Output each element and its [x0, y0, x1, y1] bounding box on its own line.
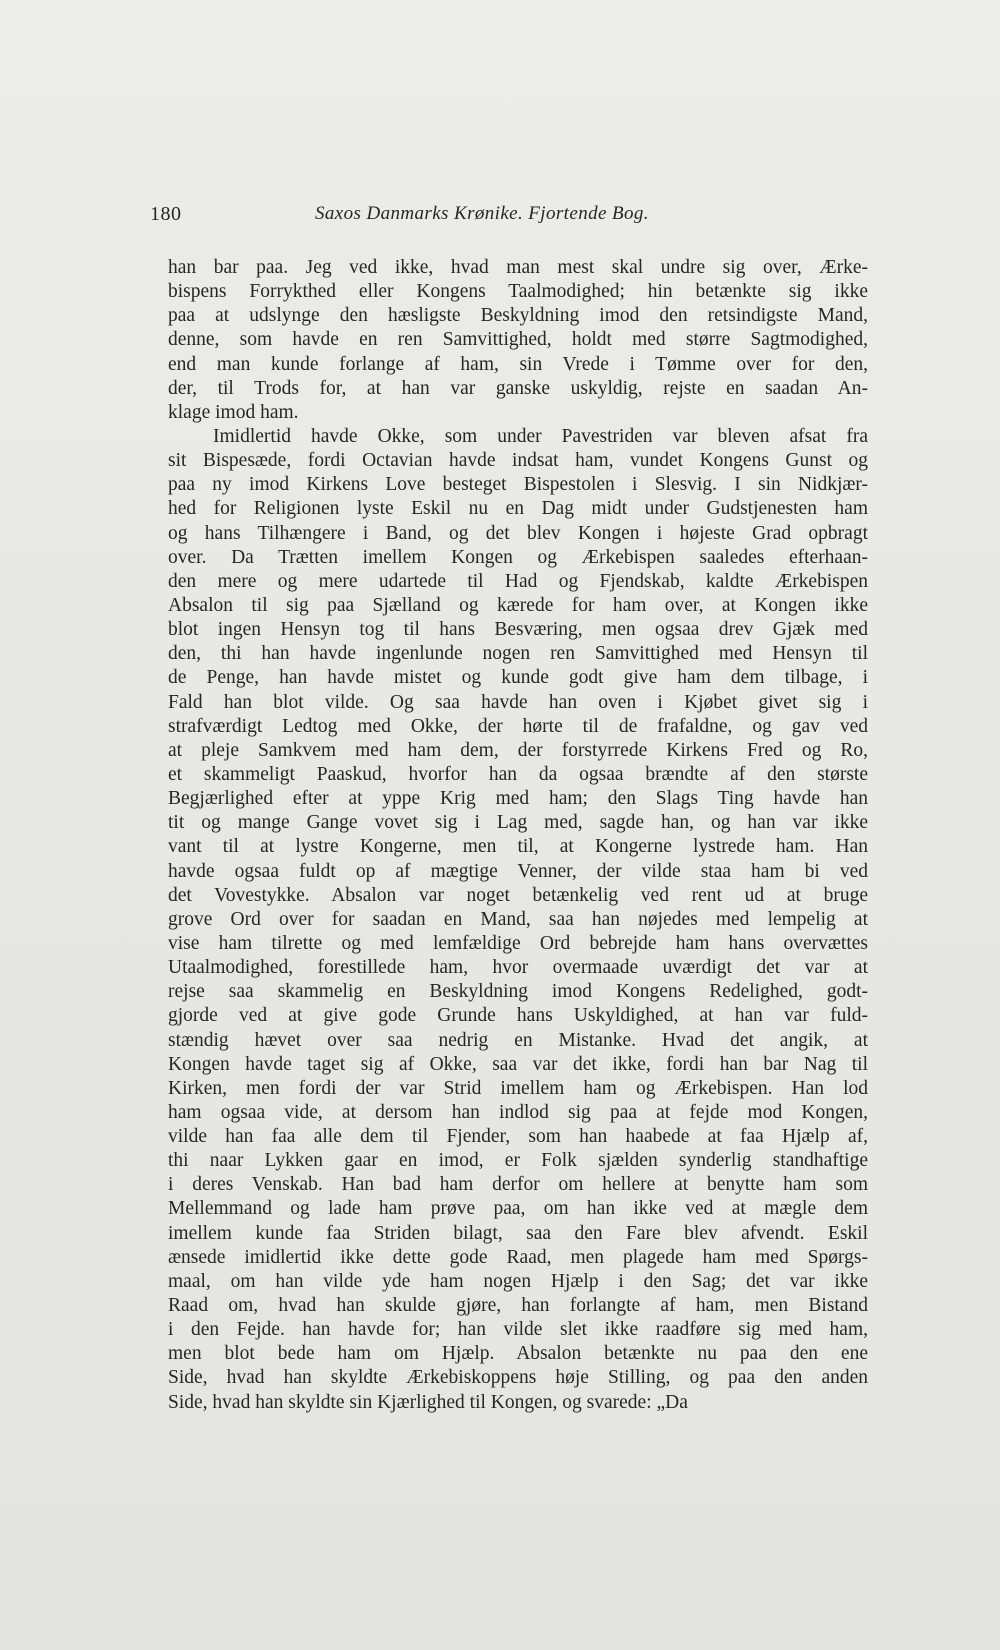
text-line: thi naar Lykken gaar en imod, er Folk sjælden synderlig standhaftige — [168, 1150, 868, 1172]
text-line: Raad om, hvad han skulde gjøre, han forlangte af ham, men Bistand — [168, 1295, 868, 1317]
text-line: havde ogsaa fuldt op af mægtige Venner, der vilde staa ham bi ved — [168, 860, 868, 882]
text-line: stændig hævet over saa nedrig en Mistanke. Hvad det angik, at — [168, 1029, 868, 1051]
text-line: sit Bispesæde, fordi Octavian havde indsat ham, vundet Kongens Gunst og — [168, 450, 868, 472]
body-text — [168, 256, 868, 1415]
text-line: vant til at lystre Kongerne, men til, at Kongerne lystrede ham. Han — [168, 836, 868, 858]
text-line: tit og mange Gange vovet sig i Lag med, sagde han, og han var ikke — [168, 812, 868, 834]
text-line: der, til Trods for, at han var ganske uskyldig, rejste en saadan An- — [168, 377, 868, 399]
page-header — [150, 200, 740, 228]
text-line: klage imod ham. — [168, 401, 299, 423]
text-line: grove Ord over for saadan en Mand, saa han nøjedes med lempelig at — [168, 908, 868, 930]
running-title: Saxos Danmarks Krønike. Fjortende Bog. — [315, 203, 649, 224]
text-line: at pleje Samkvem med ham dem, der forstyrrede Kirkens Fred og Ro, — [168, 739, 868, 761]
text-line: Fald han blot vilde. Og saa havde han oven i Kjøbet givet sig i — [168, 691, 868, 713]
text-line: paa ny imod Kirkens Love besteget Bispestolen i Slesvig. I sin Nidkjær- — [168, 474, 868, 496]
text-line: Side, hvad han skyldte sin Kjærlighed til Kongen, og svarede: „Da — [168, 1391, 688, 1413]
text-line: end man kunde forlange af ham, sin Vrede i Tømme over for den, — [168, 353, 868, 375]
text-line: det Vovestykke. Absalon var noget betænkelig ved rent ud at bruge — [168, 884, 868, 906]
text-line: Imidlertid havde Okke, som under Pavestriden var bleven afsat fra — [213, 425, 868, 447]
text-line: Kirken, men fordi der var Strid imellem ham og Ærkebispen. Han lod — [168, 1077, 868, 1099]
text-line: blot ingen Hensyn tog til hans Besværing, men ogsaa drev Gjæk med — [168, 619, 868, 641]
text-line: den mere og mere udartede til Had og Fjendskab, kaldte Ærkebispen — [168, 570, 868, 592]
text-line: de Penge, han havde mistet og kunde godt give ham dem tilbage, i — [168, 667, 868, 689]
text-line: Mellemmand og lade ham prøve paa, om han ikke ved at mægle dem — [168, 1198, 868, 1220]
text-line: vilde han faa alle dem til Fjender, som han haabede at faa Hjælp af, — [168, 1126, 868, 1148]
text-line: bispens Forrykthed eller Kongens Taalmodighed; hin betænkte sig ikke — [168, 281, 868, 303]
text-line: og hans Tilhængere i Band, og det blev Kongen i højeste Grad opbragt — [168, 522, 868, 544]
text-line: rejse saa skammelig en Beskyldning imod Kongens Redelighed, godt- — [168, 981, 868, 1003]
text-line: ham ogsaa vide, at dersom han indlod sig paa at fejde mod Kongen, — [168, 1101, 868, 1123]
text-line: i deres Venskab. Han bad ham derfor om hellere at benytte ham som — [168, 1174, 868, 1196]
text-line: vise ham tilrette og med lemfældige Ord bebrejde ham hans overvættes — [168, 932, 868, 954]
text-line: i den Fejde. han havde for; han vilde slet ikke raadføre sig med ham, — [168, 1319, 868, 1341]
text-line: paa at udslynge den hæsligste Beskyldning imod den retsindigste Mand, — [168, 305, 868, 327]
text-line: gjorde ved at give gode Grunde hans Uskyldighed, at han var fuld- — [168, 1005, 868, 1027]
text-line: Absalon til sig paa Sjælland og kærede for ham over, at Kongen ikke — [168, 594, 868, 616]
text-line: Side, hvad han skyldte Ærkebiskoppens høje Stilling, og paa den anden — [168, 1367, 868, 1389]
text-line: imellem kunde faa Striden bilagt, saa den Fare blev afvendt. Eskil — [168, 1222, 868, 1244]
text-line: et skammeligt Paaskud, hvorfor han da ogsaa brændte af den største — [168, 763, 868, 785]
text-line: maal, om han vilde yde ham nogen Hjælp i den Sag; det var ikke — [168, 1270, 868, 1292]
page-number: 180 — [150, 203, 182, 225]
text-line: over. Da Trætten imellem Kongen og Ærkebispen saaledes efterhaan- — [168, 546, 868, 568]
text-line: den, thi han havde ingenlunde nogen ren Samvittighed med Hensyn til — [168, 643, 868, 665]
text-line: hed for Religionen lyste Eskil nu en Dag midt under Gudstjenesten ham — [168, 498, 868, 520]
text-line: men blot bede ham om Hjælp. Absalon betænkte nu paa den ene — [168, 1343, 868, 1365]
text-line: Kongen havde taget sig af Okke, saa var det ikke, fordi han bar Nag til — [168, 1053, 868, 1075]
text-line: ænsede imidlertid ikke dette gode Raad, men plagede ham med Spørgs- — [168, 1246, 868, 1268]
text-line: denne, som havde en ren Samvittighed, holdt med større Sagtmodighed, — [168, 329, 868, 351]
text-line: Utaalmodighed, forestillede ham, hvor overmaade uværdigt det var at — [168, 957, 868, 979]
text-line: han bar paa. Jeg ved ikke, hvad man mest skal undre sig over, Ærke- — [168, 257, 868, 278]
text-line: strafværdigt Ledtog med Okke, der hørte til de frafaldne, og gav ved — [168, 715, 868, 737]
text-line: Begjærlighed efter at yppe Krig med ham; den Slags Ting havde han — [168, 788, 868, 810]
